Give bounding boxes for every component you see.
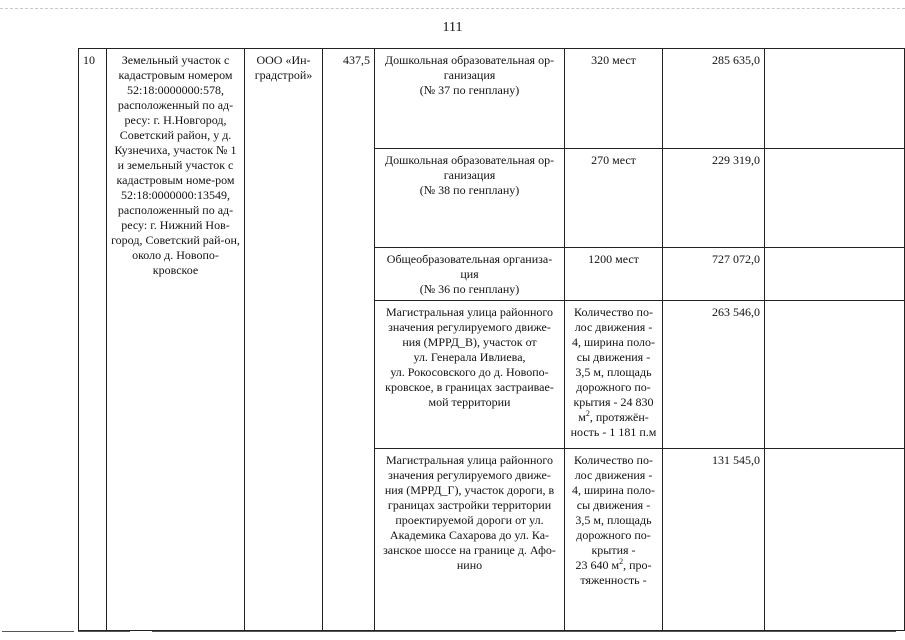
scan-bottom-rule xyxy=(2,631,74,632)
object-capacity: 320 мест xyxy=(565,49,663,149)
scan-bottom-rule xyxy=(152,631,896,632)
object-capacity: 270 мест xyxy=(565,149,663,248)
object-cost: 727 072,0 xyxy=(663,248,765,301)
object-note xyxy=(765,248,905,301)
object-name: Магистральная улица районного значения регулируемого движе-ния (МРРД_Г), участок дороги, в границах застройки территории проектируемой дороги от ул. Академика Сахарова до ул. Ка-занское шоссе на границе д. Афо-нино xyxy=(375,449,565,631)
object-name: Дошкольная образовательная ор-ганизация (№ 37 по генплану) xyxy=(375,49,565,149)
object-cost: 263 546,0 xyxy=(663,301,765,449)
page-number: 111 xyxy=(442,20,463,35)
table-row xyxy=(79,49,905,149)
object-note xyxy=(765,49,905,149)
developer-name: ООО «Ин-градстрой» xyxy=(245,49,323,631)
row-number: 10 xyxy=(79,49,107,631)
scan-bottom-rule xyxy=(78,631,130,632)
object-capacity: 1200 мест xyxy=(565,248,663,301)
investment-objects-table xyxy=(78,48,905,631)
object-note xyxy=(765,301,905,449)
object-capacity: Количество по-лос движения - 4, ширина поло-сы движения - 3,5 м, площадь дорожного по-крытия - 24 830 $м^2$, протяжён-ность - 1 181 п.м xyxy=(565,301,663,449)
object-name: Общеобразовательная организа-ция (№ 36 по генплану) xyxy=(375,248,565,301)
object-note xyxy=(765,449,905,631)
area-value: 437,5 xyxy=(323,49,375,631)
object-name: Магистральная улица районного значения регулируемого движе-ния (МРРД_В), участок от ул. Генерала Ивлиева, ул. Рокосовского до д. Новопо-кровское, в границах застраивае-мой территории xyxy=(375,301,565,449)
object-capacity: Количество по-лос движения - 4, ширина поло-сы движения - 3,5 м, площадь дорожного по-крытия - 23 640 $м^2$, про-тяженность - xyxy=(565,449,663,631)
object-note xyxy=(765,149,905,248)
scan-top-edge xyxy=(0,8,905,9)
object-name: Дошкольная образовательная ор-ганизация (№ 38 по генплану) xyxy=(375,149,565,248)
object-cost: 131 545,0 xyxy=(663,449,765,631)
object-cost: 285 635,0 xyxy=(663,49,765,149)
object-cost: 229 319,0 xyxy=(663,149,765,248)
land-plot-description: Земельный участок с кадастровым номером 52:18:0000000:578, расположенный по ад-ресу: г. Н.Новгород, Советский район, у д. Кузнечиха, участок № 1 и земельный участок с кадастровым номе-ром 52:18:0000000:13549, расположенный по ад-ресу: г. Нижний Нов-город, Советский рай-он, около д. Новопо-кровское xyxy=(107,49,245,631)
